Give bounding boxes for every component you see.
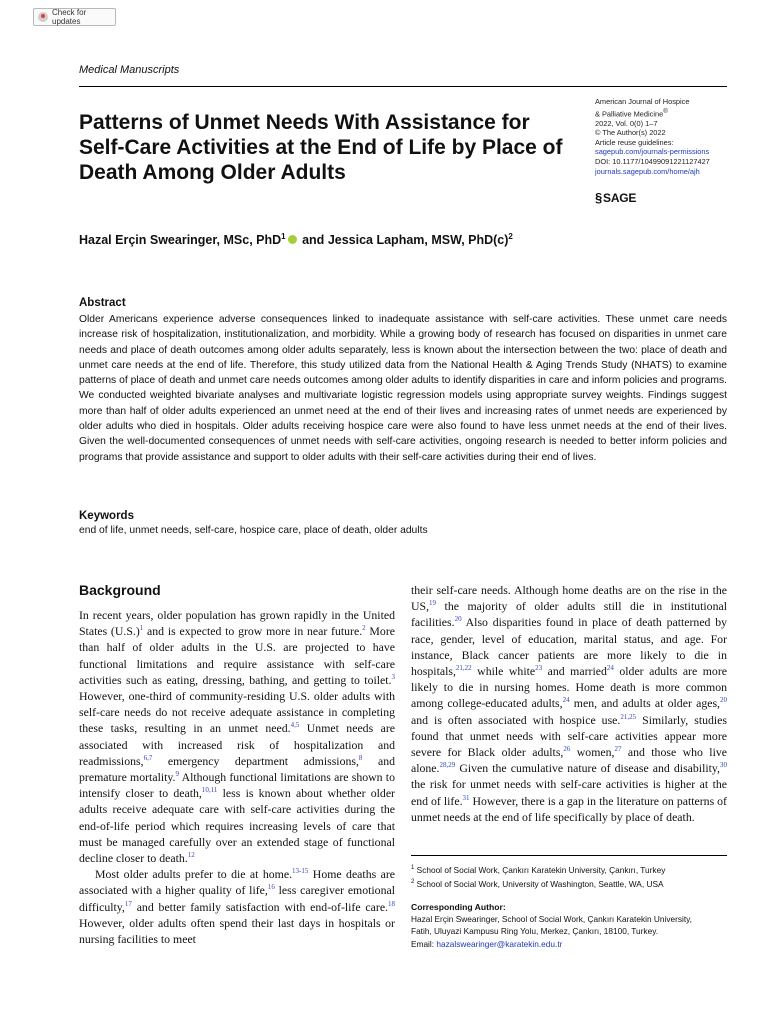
background-heading: Background — [79, 582, 161, 598]
author-conjunction: and — [302, 233, 325, 248]
author-2: Jessica Lapham, MSW, PhD(c) — [327, 233, 509, 248]
affiliation-1: $^1$ School of Social Work, Çankırı Karatekin University, Çankırı, Turkey — [411, 864, 666, 875]
journal-line: & Palliative Medicine® — [595, 107, 668, 119]
article-title: Patterns of Unmet Needs With Assistance for Self-Care Activities at the End of Life by Place of Death Among Older Adults — [79, 111, 563, 184]
journal-volume: 2022, Vol. 0(0) 1–7 — [595, 118, 658, 128]
corresponding-address-line: Hazal Erçin Swearinger, School of Social Work, Çankırı Karatekin University, — [411, 914, 692, 924]
sage-s-icon: § — [595, 190, 603, 205]
check-for-updates-badge[interactable] — [33, 8, 116, 26]
footnote-rule — [411, 855, 727, 856]
publisher-logo: § SAGE — [595, 190, 637, 205]
header-rule — [79, 86, 727, 87]
crossmark-icon — [38, 12, 48, 22]
body-paragraph: Most older adults prefer to die at home.$^{13-15}$ Home deaths are associated with a higher quality of life,$^{16}$ less caregiver emotional difficulty,$^{17}$ and better family satisfaction with end-of-life care.$^{18}$ However, older adults often spend their last days in hospitals or nursing facilities to meet — [79, 867, 396, 947]
section-label: Medical Manuscripts — [79, 64, 180, 76]
doi: DOI: 10.1177/10499091221127427 — [595, 157, 710, 167]
affiliations — [411, 862, 731, 891]
check-for-updates-label: Check for updates — [52, 8, 87, 26]
journal-line: American Journal of Hospice — [595, 97, 690, 106]
author-line: Hazal Erçin Swearinger, MSc, PhD$^1$ and Jessica Lapham, MSW, $PhD(c)^2$ — [79, 232, 513, 248]
body-paragraph: their self-care needs. Although home deaths are on the rise in the US,$^{19}$ the majority of older adults still die in institutional facilities.$^{20}$ Also disparities found in place of death patterned by race, gender, level of education, marital status, and age. For instance, Black cancer patients are more likely to die in hospitals,$^{21,22}$ while white$^{23}$ and married$^{24}$ older adults are more likely to die in nursing homes. Home death is more common among college-educated adults,$^{24}$ men, and adults at older ages,$^{20}$ and is often associated with hospice use.$^{21,25}$ Similarly, studies found that unmet needs with self-care activities appear more severe for Black older adults,$^{26}$ women,$^{27}$ and those who live alone.$^{28,29}$ Given the cumulative nature of disease and disability,$^{30}$ the risk for unmet needs with self-care activities is higher at the end of life.$^{31}$ However, there is a gap in the literature on patterns of unmet needs at the end of life specifically by place of death. — [411, 583, 728, 824]
keywords-text: end of life, unmet needs, self-care, hospice care, place of death, older adults — [79, 525, 428, 536]
corresponding-address-line: Fatih, Uluyazi Kampusu Ring Yolu, Merkez, Çankırı, 18100, Turkey. — [411, 926, 659, 937]
email-link[interactable]: hazalswearinger@karatekin.edu.tr — [436, 938, 563, 949]
corresponding-author-heading: Corresponding Author: — [411, 902, 506, 912]
keywords-heading: Keywords — [79, 510, 134, 522]
body-paragraph: In recent years, older population has grown rapidly in the United States $(U.S.)^1$ and is expected to grow more in near future.$^2$ More than half of older adults in the U.S. are projected to have functional limitations and require assistance with self-care activities such as eating, dressing, bathing, and getting to toilet.$^3$ However, one-third of community-residing U.S. older adults with self-care needs do not receive adequate assistance in completing these tasks, resulting in an unmet need.$^{4,5}$ Unmet needs are associated with increased risk of hospitalization and readmissions,$^{6,7}$ emergency department admissions,$^8$ and premature mortality.$^9$ Although functional limitations are shown to intensify closer to death,$^{10,11}$ less is known about whether older adults receive adequate care with self-care activities during the end-of-life period which requires increasing levels of care that must be managed carefully over an extended stage of functional decline closer to death.$^{12}$ — [79, 608, 395, 866]
corresponding-author-details — [411, 913, 731, 950]
author-1: Hazal Erçin Swearinger, MSc, PhD — [79, 233, 282, 248]
affiliation-2: $^2$ School of Social Work, University of Washington, Seattle, WA, USA — [411, 879, 664, 890]
corresponding-email-line: Email: hazalswearinger@karatekin.edu.tr — [411, 938, 563, 949]
body-column-right — [411, 582, 727, 825]
abstract-text: Older Americans experience adverse consequences linked to inadequate assistance with self-care activities. These unmet care needs increase risk of hospitalization, institutionalization, and morbidity. While a growing body of research has focused on disparities in unmet care needs and place of death outcomes among older adults separately, less is known about the intersection between the two: place of death and unmet care needs at the end of life. Therefore, this study utilized data from the National Health & Aging Trends Study (NHATS) to examine patterns of place of death and unmet care needs outcomes among older adults to identify disparities in care and inform policies and programs. We conducted weighted bivariate analyses and multivariate logistic regression models using appropriate survey weights. Findings suggest more than half of older adults experienced an unmet need at the end of their lives and increasing rates of unmet needs are experienced by older adults who died in hospitals. Older adults receiving hospice care were also found to have less unmet needs at the end of their lives. Given the well-documented consequences of unmet needs with self-care activities, ongoing research is needed to better inform policies and programs that provide assistance and support to older adults with their self-care activities during their end of lives. — [79, 314, 727, 463]
journal-home-link[interactable]: journals.sagepub.com/home/ajh — [595, 166, 700, 176]
journal-info — [595, 97, 745, 176]
abstract-heading: Abstract — [79, 297, 126, 309]
permissions-link[interactable]: sagepub.com/journals-permissions — [595, 147, 710, 157]
orcid-icon[interactable] — [288, 235, 297, 244]
journal-reuse: Article reuse guidelines: — [595, 137, 674, 147]
body-column-left — [79, 607, 395, 947]
journal-copyright: © The Author(s) 2022 — [595, 128, 666, 138]
